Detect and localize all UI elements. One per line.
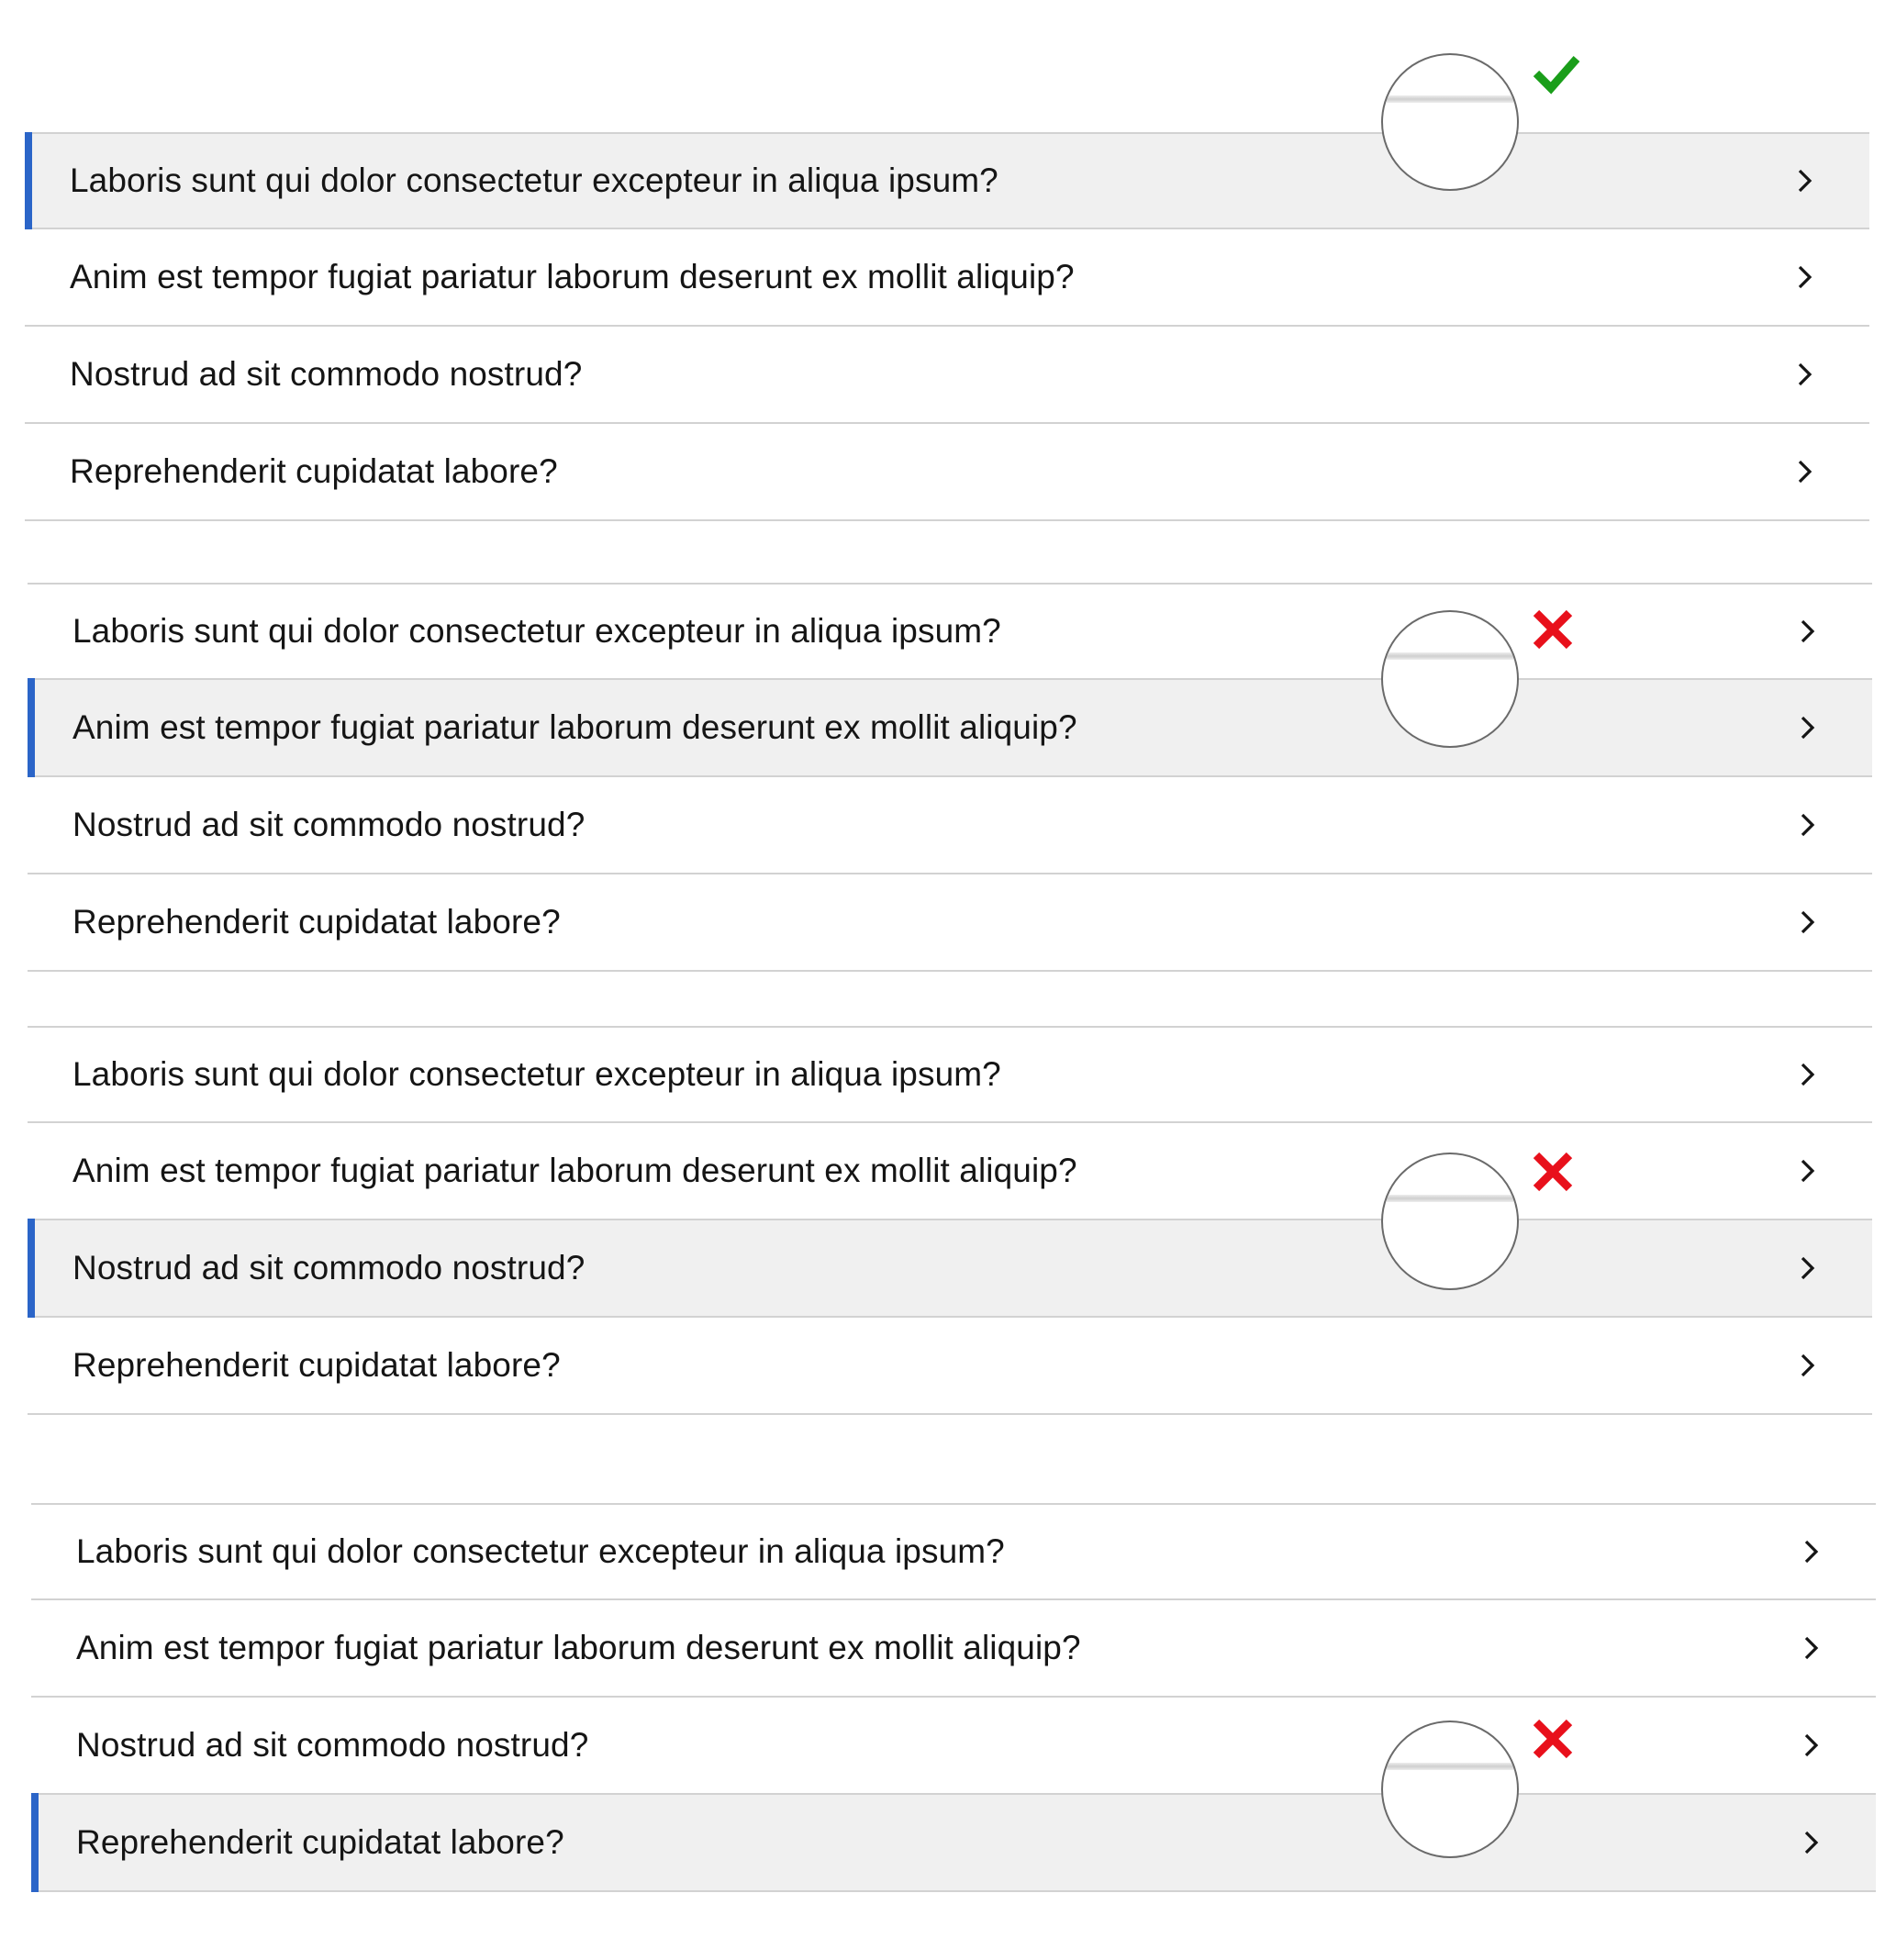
list-item[interactable]: [31, 1698, 1876, 1795]
list-item[interactable]: [31, 1600, 1876, 1698]
accordion-example-1: [25, 132, 1869, 521]
chevron-right-icon: [1793, 618, 1821, 645]
checkmark-icon: [1531, 48, 1582, 99]
list-item-label: Laboris sunt qui dolor consectetur excepteur in aliqua ipsum?: [76, 1532, 1005, 1570]
list-item[interactable]: [28, 680, 1872, 777]
accordion-example-4: [31, 1503, 1876, 1892]
list-item-label: Anim est tempor fugiat pariatur laborum deserunt ex mollit aliquip?: [76, 1629, 1081, 1666]
list-item[interactable]: [25, 327, 1869, 424]
chevron-right-icon: [1793, 908, 1821, 936]
list-item[interactable]: [28, 583, 1872, 680]
list-item-label: Nostrud ad sit commodo nostrud?: [76, 1726, 589, 1764]
chevron-right-icon: [1797, 1732, 1824, 1759]
list-item-label: Laboris sunt qui dolor consectetur excepteur in aliqua ipsum?: [72, 1055, 1001, 1093]
list-item[interactable]: [28, 777, 1872, 874]
magnifier-lens: [1381, 1153, 1519, 1290]
list-item-label: Laboris sunt qui dolor consectetur excepteur in aliqua ipsum?: [70, 161, 998, 199]
chevron-right-icon: [1793, 1352, 1821, 1379]
chevron-right-icon: [1797, 1634, 1824, 1662]
chevron-right-icon: [1797, 1829, 1824, 1856]
accordion-example-2: [28, 583, 1872, 972]
magnifier-lens: [1381, 610, 1519, 748]
list-item[interactable]: [25, 229, 1869, 327]
list-item[interactable]: [28, 1318, 1872, 1415]
list-item-label: Anim est tempor fugiat pariatur laborum deserunt ex mollit aliquip?: [72, 1152, 1077, 1189]
list-item-label: Laboris sunt qui dolor consectetur excepteur in aliqua ipsum?: [72, 612, 1001, 650]
x-mark-icon: [1527, 604, 1578, 655]
list-item[interactable]: [25, 424, 1869, 521]
list-item-label: Anim est tempor fugiat pariatur laborum deserunt ex mollit aliquip?: [70, 258, 1075, 295]
list-item-label: Reprehenderit cupidatat labore?: [76, 1823, 564, 1861]
magnifier-lens: [1381, 53, 1519, 191]
chevron-right-icon: [1790, 361, 1818, 388]
list-item-label: Anim est tempor fugiat pariatur laborum deserunt ex mollit aliquip?: [72, 708, 1077, 746]
chevron-right-icon: [1793, 811, 1821, 839]
chevron-right-icon: [1790, 458, 1818, 485]
list-item-label: Nostrud ad sit commodo nostrud?: [70, 355, 583, 393]
list-item-label: Reprehenderit cupidatat labore?: [70, 452, 558, 490]
list-item-label: Nostrud ad sit commodo nostrud?: [72, 806, 586, 843]
x-mark-icon: [1527, 1146, 1578, 1197]
list-item-label: Reprehenderit cupidatat labore?: [72, 903, 561, 941]
list-item[interactable]: [25, 132, 1869, 229]
list-item[interactable]: [28, 1123, 1872, 1220]
list-item[interactable]: [31, 1503, 1876, 1600]
chevron-right-icon: [1793, 714, 1821, 741]
list-item[interactable]: [28, 1220, 1872, 1318]
chevron-right-icon: [1793, 1254, 1821, 1282]
list-item[interactable]: [31, 1795, 1876, 1892]
x-mark-icon: [1527, 1713, 1578, 1765]
chevron-right-icon: [1797, 1538, 1824, 1565]
list-item[interactable]: [28, 1026, 1872, 1123]
chevron-right-icon: [1790, 167, 1818, 195]
chevron-right-icon: [1793, 1061, 1821, 1088]
magnifier-lens: [1381, 1721, 1519, 1858]
list-item-label: Reprehenderit cupidatat labore?: [72, 1346, 561, 1384]
chevron-right-icon: [1793, 1157, 1821, 1185]
chevron-right-icon: [1790, 263, 1818, 291]
list-item-label: Nostrud ad sit commodo nostrud?: [72, 1249, 586, 1286]
accordion-example-3: [28, 1026, 1872, 1415]
list-item[interactable]: [28, 874, 1872, 972]
